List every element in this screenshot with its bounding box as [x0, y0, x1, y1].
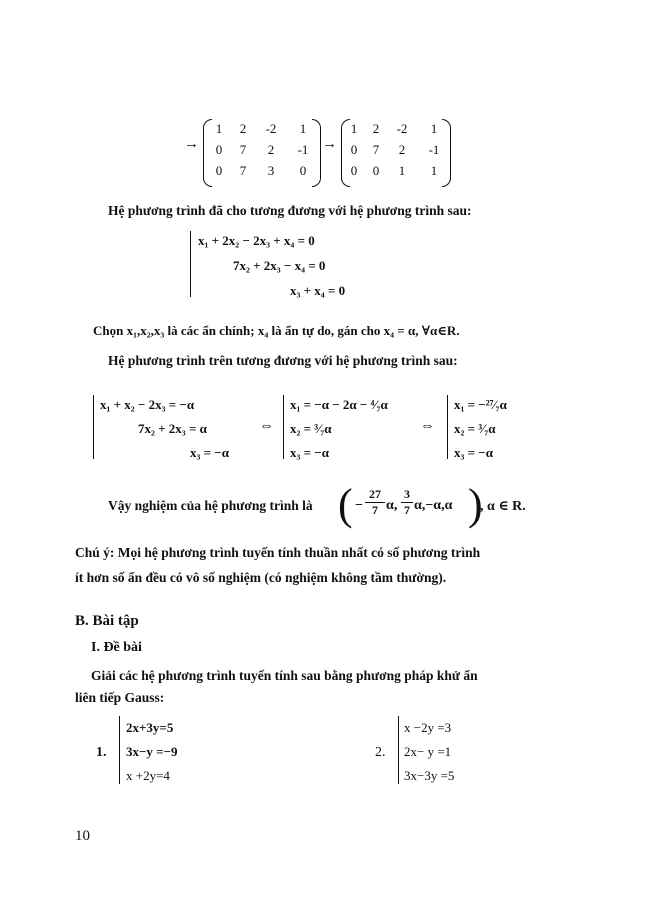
matrix-cell: 7	[239, 163, 247, 178]
equivalence-icon: ⇔	[259, 418, 274, 434]
solution-right-paren: )	[468, 480, 483, 529]
system-c-eq-3: x₃ = −α	[454, 445, 493, 460]
exercise-2-eq-3: 3x−3y =5	[404, 768, 455, 783]
system-b-eq-1: x₁ = −α − 2α − ⁴⁄₇α	[290, 397, 388, 412]
matrix-cell: 2	[398, 142, 406, 157]
system-a-eq-3: x₃ = −α	[190, 445, 229, 460]
note-label: Chú ý:	[75, 545, 115, 560]
solution-alpha-a: α,	[386, 498, 398, 513]
exercise-2-eq-2: 2x− y =1	[404, 744, 452, 759]
fraction-27-7	[365, 488, 385, 517]
exercise-1-eq-2: 3x−y =−9	[126, 744, 178, 759]
exercise-1-brace	[119, 716, 120, 784]
solution-minus: −	[355, 498, 363, 513]
system-c-eq-2: x₂ = ³⁄₇α	[454, 421, 496, 436]
page-number: 10	[75, 828, 90, 844]
exercise-2-brace	[398, 716, 399, 784]
exercise-1-eq-1: 2x+3y=5	[126, 720, 174, 735]
solution-prefix: Vậy nghiệm của hệ phương trình là	[108, 498, 313, 513]
fraction-denominator: 7	[372, 503, 378, 517]
matrix-cell: 0	[299, 163, 307, 178]
matrix-cell: 1	[215, 121, 223, 136]
matrix-cell: 2	[267, 142, 275, 157]
instruction-line-2: liên tiếp Gauss:	[75, 690, 165, 705]
note-line-2: ít hơn số ẩn đều có vô số nghiệm (có nghiệm không tầm thường).	[75, 570, 447, 585]
matrix-cell: 2	[372, 121, 380, 136]
exercise-2-number: 2.	[375, 745, 386, 760]
solution-left-paren: (	[338, 480, 353, 529]
matrix-cell: 0	[350, 142, 358, 157]
system-1-brace	[190, 231, 191, 297]
matrix-cell: 0	[215, 142, 223, 157]
matrix-cell: 0	[215, 163, 223, 178]
paragraph-equivalent-system-2: Hệ phương trình trên tương đương với hệ phương trình sau:	[108, 353, 458, 368]
arrow-icon: →	[184, 136, 199, 152]
system-a-eq-1: x₁ + x₂ − 2x₃ = −α	[100, 397, 195, 412]
matrix-cell: -2	[265, 121, 277, 136]
matrix-cell: 2	[239, 121, 247, 136]
exercise-1-number: 1.	[96, 745, 107, 760]
system-a-brace	[93, 395, 94, 459]
system-1-eq-1: x₁ + 2x₂ − 2x₃ + x₄ = 0	[198, 233, 315, 248]
system-c-brace	[447, 395, 448, 459]
exercise-1-eq-3: x +2y=4	[126, 768, 170, 783]
matrix-cell: 1	[350, 121, 358, 136]
system-c-eq-1: x₁ = −²⁷⁄₇α	[454, 397, 507, 412]
fraction-numerator: 27	[369, 487, 381, 501]
paragraph-choose-variables: Chọn x₁,x₂,x₃ là các ẩn chính; x₄ là ẩn tự do, gán cho x₄ = α, ∀α∈R.	[93, 323, 460, 338]
note-text-1: Mọi hệ phương trình tuyến tính thuần nhất có số phương trình	[117, 545, 481, 560]
section-b-heading: B. Bài tập	[75, 613, 139, 629]
fraction-denominator: 7	[404, 503, 410, 517]
matrix-cell: 1	[430, 163, 438, 178]
fraction-3-7	[401, 488, 413, 517]
matrix-cell: 1	[398, 163, 406, 178]
matrix-cell: -1	[428, 142, 440, 157]
system-b-eq-3: x₃ = −α	[290, 445, 329, 460]
fraction-numerator: 3	[404, 487, 410, 501]
matrix-cell: 7	[239, 142, 247, 157]
arrow-icon: →	[322, 136, 337, 152]
matrix-cell: 0	[372, 163, 380, 178]
matrix-equivalence	[0, 0, 648, 200]
system-b-brace	[283, 395, 284, 459]
matrix-cell: -2	[396, 121, 408, 136]
system-1-eq-2: 7x₂ + 2x₃ − x₄ = 0	[233, 258, 326, 273]
solution-rest: α,−α,α	[414, 498, 453, 513]
system-b-eq-2: x₂ = ³⁄₇α	[290, 421, 332, 436]
system-1-eq-3: x₃ + x₄ = 0	[290, 283, 346, 298]
matrix-cell: 3	[267, 163, 275, 178]
matrix-cell: 0	[350, 163, 358, 178]
matrix-1-right-bracket	[312, 119, 321, 187]
section-i-heading: I. Đề bài	[91, 640, 142, 655]
matrix-cell: -1	[297, 142, 309, 157]
exercise-2-eq-1: x −2y =3	[404, 720, 452, 735]
instruction-line-1: Giải các hệ phương trình tuyến tính sau bằng phương pháp khử ẩn	[91, 668, 478, 683]
system-a-eq-2: 7x₂ + 2x₃ = α	[138, 421, 207, 436]
equivalence-icon: ⇔	[420, 418, 435, 434]
solution-suffix: , α ∈ R.	[480, 499, 526, 514]
matrix-cell: 7	[372, 142, 380, 157]
matrix-cell: 1	[430, 121, 438, 136]
matrix-2-right-bracket	[442, 119, 451, 187]
matrix-cell: 1	[299, 121, 307, 136]
paragraph-equivalent-system: Hệ phương trình đã cho tương đương với hệ phương trình sau:	[108, 203, 472, 218]
note-line-1	[75, 545, 480, 561]
